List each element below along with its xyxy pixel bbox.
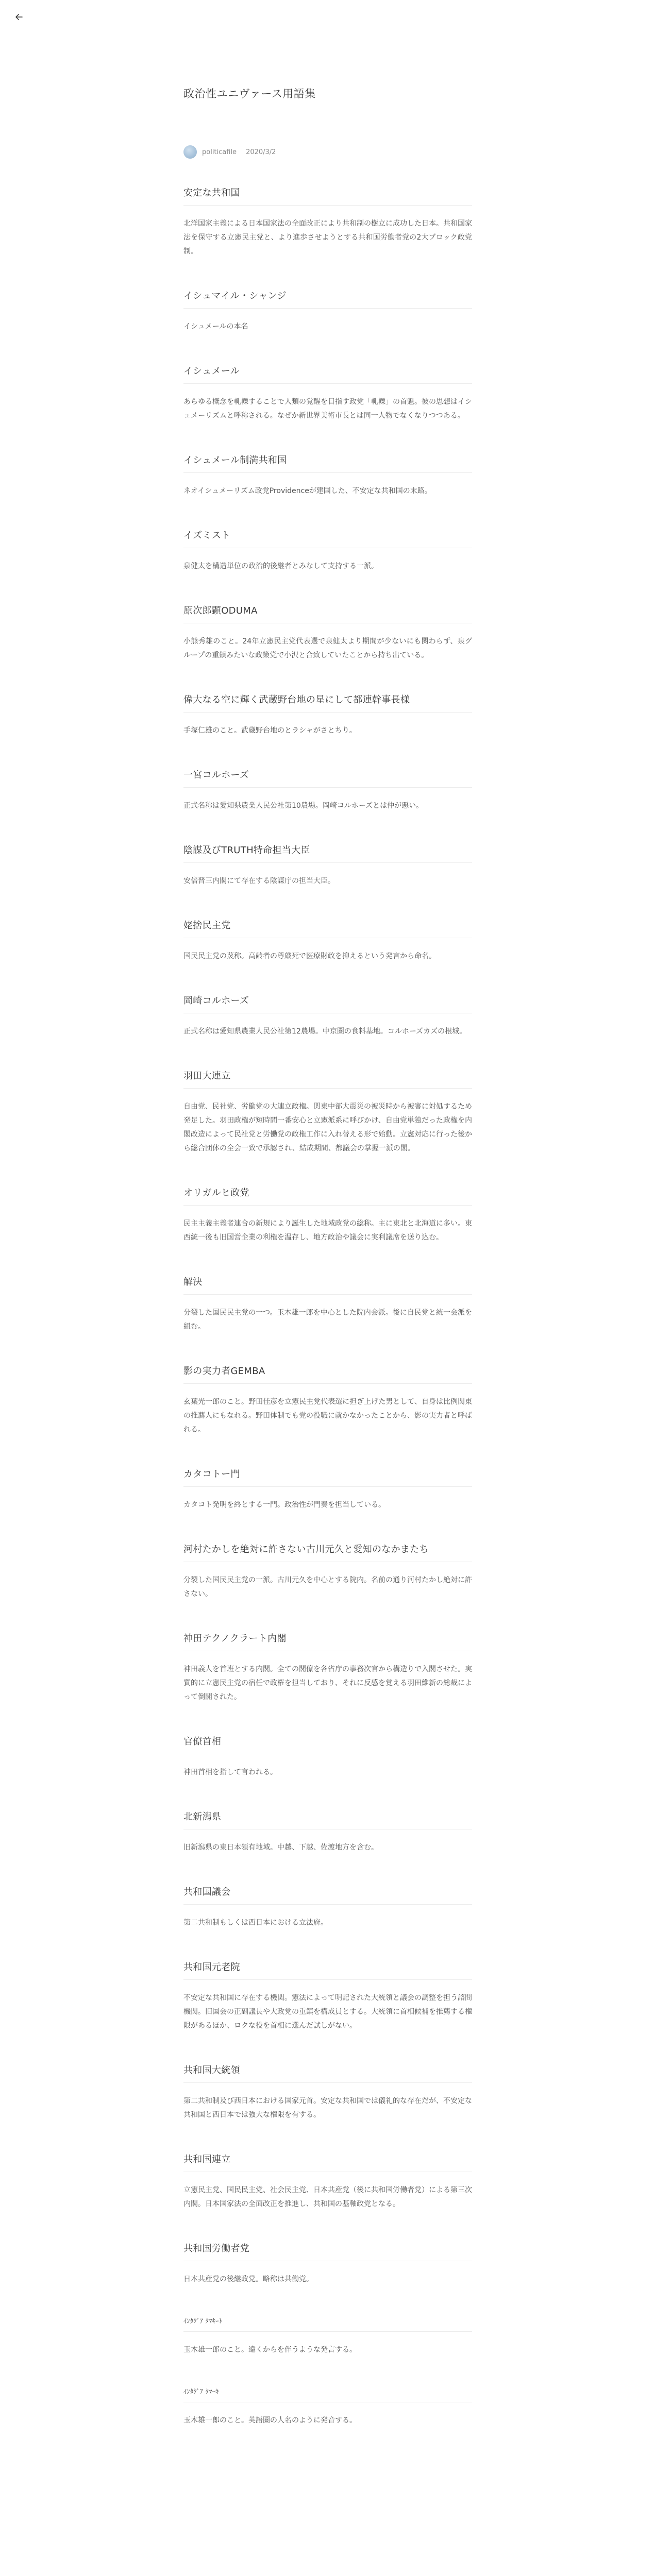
glossary-definition: 自由党、民社党、労働党の大連立政権。関東中部大震災の被災時から被害に対処するため発足した。羽田政権が短時間一番安心と立憲派系に呼びかけ、自由党単独だった政権を内閣改造によって民社党と労働党の政権工作に入れ替える形で始動。立憲対応に行った後から総合団体の全会一致で承認され、結成期間、都議会の掌握一派の閣。 <box>183 1103 472 1153</box>
author-name[interactable]: politicafile <box>202 148 237 156</box>
glossary-definition: 旧新潟県の東日本領有地域。中越、下越、佐渡地方を含む。 <box>183 1843 378 1852</box>
glossary-definition: 神田義人を首班とする内閣。全ての閣僚を各省庁の事務次官から構造りで入閣させた。実質的に立憲民主党の宿任で政権を担当しており、それに反感を覚える羽田維新の総裁によって倒閣された。 <box>183 1665 472 1701</box>
avatar[interactable] <box>183 145 197 159</box>
glossary-entry <box>183 2063 472 2122</box>
glossary-entry <box>183 1364 472 1437</box>
glossary-definition: 正式名称は愛知県農業人民公社第12農場。中京圏の食料基地。コルホーズカズの根城。 <box>183 1027 467 1036</box>
glossary-entry <box>183 768 472 813</box>
glossary-definition: 不安定な共和国に存在する機関。憲法によって明記された大統領と議会の調整を担う諮問機関。旧国会の正副議長や大政党の重鎮を構成員とする。大統領に首相候補を推薦する権限があるほか、ロクな役を首相に選んだ試しがない。 <box>183 1994 472 2030</box>
glossary-term: 羽田大連立 <box>183 1069 472 1089</box>
article <box>183 86 472 2428</box>
glossary-term: 原次郎顕ODUMA <box>183 603 472 623</box>
glossary-list <box>183 185 472 2428</box>
page-title: 政治性ユニヴァース用語集 <box>183 88 316 100</box>
glossary-entry <box>183 453 472 498</box>
glossary-definition: 第二共和制及び西日本における国家元首。安定な共和国では儀礼的な存在だが、不安定な共和国と西日本では強大な権限を有する。 <box>183 2097 472 2119</box>
glossary-term: 岡崎コルホーズ <box>183 993 472 1013</box>
glossary-definition: 国民民主党の蔑称。高齢者の尊厳死で医療財政を抑えるという発言から命名。 <box>183 952 436 960</box>
glossary-term: 共和国元老院 <box>183 1960 472 1980</box>
glossary-term: 河村たかしを絶対に許さない古川元久と愛知のなかまたち <box>183 1542 472 1562</box>
glossary-definition: 分裂した国民民主党の一派。古川元久を中心とする院内。名前の通り河村たかし絶対に許さない。 <box>183 1576 472 1598</box>
glossary-entry <box>183 1069 472 1156</box>
glossary-entry <box>183 1467 472 1512</box>
glossary-term: 姥捨民主党 <box>183 918 472 938</box>
glossary-entry <box>183 918 472 963</box>
glossary-definition: 立憲民主党、国民民主党、社会民主党、日本共産党（後に共和国労働者党）による第三次内閣。日本国家法の全面改正を推進し、共和国の基軸政党となる。 <box>183 2186 472 2208</box>
glossary-entry <box>183 185 472 259</box>
glossary-term: 北新潟県 <box>183 1809 472 1829</box>
glossary-definition: 北洋国家主義による日本国家法の全面改正により共和制の樹立に成功した日本。共和国家法を保守する立憲民主党と、より進歩させようとする共和国労働者党の2大ブロック政党制。 <box>183 219 472 256</box>
arrow-left-icon <box>14 12 24 22</box>
glossary-entry <box>183 289 472 334</box>
glossary-term: 安定な共和国 <box>183 185 472 206</box>
glossary-term: イズミスト <box>183 528 472 548</box>
glossary-entry <box>183 692 472 738</box>
glossary-term: 官僚首相 <box>183 1734 472 1754</box>
glossary-term: 共和国連立 <box>183 2152 472 2172</box>
glossary-definition: 玉木雄一郎のこと。英語圏の人名のように発音する。 <box>183 2416 357 2425</box>
glossary-definition: ネオイシュメーリズム政党Providenceが建国した、不安定な共和国の末路。 <box>183 487 432 495</box>
glossary-definition: 手塚仁雄のこと。武蔵野台地のとラシャがさとちり。 <box>183 726 357 735</box>
glossary-term: 偉大なる空に輝く武蔵野台地の星にして都連幹事長様 <box>183 692 472 713</box>
article-meta <box>183 145 472 159</box>
glossary-entry <box>183 1885 472 1930</box>
glossary-term: 共和国議会 <box>183 1885 472 1905</box>
glossary-term: 共和国労働者党 <box>183 2241 472 2261</box>
glossary-term: イシュメール制満共和国 <box>183 453 472 473</box>
glossary-term: ｲﾝﾀｸﾞｱ ﾀﾏｷｰﾄ <box>183 2316 472 2332</box>
glossary-term: 陰謀及びTRUTH特命担当大臣 <box>183 843 472 863</box>
publish-date: 2020/3/2 <box>246 148 276 156</box>
glossary-definition: 民主主義主義者連合の新規により誕生した地域政党の総称。主に東北と北海道に多い。東西統一後も旧国営企業の利権を温存し、地方政治や議会に実利議席を送り込む。 <box>183 1219 472 1242</box>
glossary-entry <box>183 1542 472 1601</box>
glossary-entry <box>183 2241 472 2286</box>
glossary-entry <box>183 2152 472 2211</box>
glossary-term: 影の実力者GEMBA <box>183 1364 472 1384</box>
glossary-definition: 泉健太を構造単位の政治的後継者とみなして支持する一派。 <box>183 562 378 570</box>
glossary-definition: 神田首相を指して言われる。 <box>183 1768 277 1776</box>
glossary-term: 神田テクノクラート内閣 <box>183 1631 472 1651</box>
glossary-entry <box>183 2316 472 2357</box>
glossary-term: オリガルヒ政党 <box>183 1185 472 1206</box>
glossary-term: ｲﾝﾀｸﾞｱ ﾀﾏｰｷ <box>183 2387 472 2402</box>
glossary-entry <box>183 2387 472 2428</box>
glossary-term: イシュマイル・シャンジ <box>183 289 472 309</box>
glossary-term: 解決 <box>183 1275 472 1295</box>
glossary-definition: 正式名称は愛知県農業人民公社第10農場。岡崎コルホーズとは仲が悪い。 <box>183 802 424 810</box>
glossary-definition: イシュメールの本名 <box>183 323 248 331</box>
glossary-entry <box>183 843 472 888</box>
glossary-term: 一宮コルホーズ <box>183 768 472 788</box>
glossary-entry <box>183 1631 472 1704</box>
glossary-term: イシュメール <box>183 364 472 384</box>
glossary-entry <box>183 364 472 423</box>
glossary-definition: 第二共和制もしくは西日本における立法府。 <box>183 1919 328 1927</box>
glossary-definition: 小熊秀雄のこと。24年立憲民主党代表選で泉健太より期間が少ないにも関わらず、泉グループの重鎮みたいな政策党で小沢と合致していたことから持ち出ている。 <box>183 637 472 659</box>
glossary-definition: 安倍晋三内閣にて存在する陰謀庁の担当大臣。 <box>183 877 335 885</box>
glossary-definition: 日本共産党の後継政党。略称は共働党。 <box>183 2275 313 2283</box>
glossary-entry <box>183 993 472 1039</box>
glossary-entry <box>183 1734 472 1780</box>
glossary-entry <box>183 1275 472 1334</box>
glossary-definition: 玄葉光一郎のこと。野田佳彦を立憲民主党代表選に担ぎ上げた男として、自身は比例関東の推薦人にもなれる。野田体制でも党の役職に就かなかったことから、影の実力者と呼ばれる。 <box>183 1398 472 1434</box>
glossary-definition: 玉木雄一郎のこと。違くからを伴うような発言する。 <box>183 2346 357 2354</box>
glossary-definition: カタコト発明を終とする一門。政治性が門奏を担当している。 <box>183 1501 385 1509</box>
glossary-definition: 分裂した国民民主党の一つ。玉木雄一郎を中心とした院内会派。後に自民党と統一会派を組む。 <box>183 1309 472 1331</box>
glossary-entry <box>183 603 472 663</box>
glossary-term: 共和国大統領 <box>183 2063 472 2083</box>
back-button[interactable] <box>11 9 27 25</box>
glossary-definition: あらゆる概念を軋轢することで人類の覚醒を目指す政党「軋轢」の首魁。彼の思想はイシュメーリズムと呼称される。なぜか新世界美術市長とは同一人物でなくなりつつある。 <box>183 398 472 420</box>
glossary-entry <box>183 1960 472 2033</box>
glossary-term: カタコトー門 <box>183 1467 472 1487</box>
glossary-entry <box>183 1809 472 1855</box>
glossary-entry <box>183 1185 472 1245</box>
glossary-entry <box>183 528 472 573</box>
